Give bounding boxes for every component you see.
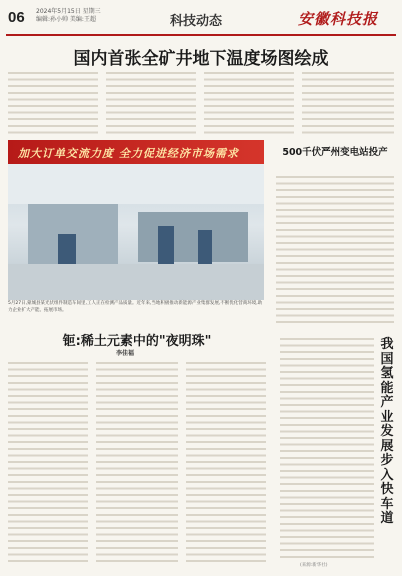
header-rule <box>6 34 396 36</box>
article-column-1 <box>8 72 98 134</box>
section-title: 科技动态 <box>170 14 223 29</box>
main-headline: 国内首张全矿井地下温度场图绘成 <box>73 49 329 69</box>
banner-text: 加大订单交流力度 全力促进经济市场需求 <box>18 147 239 160</box>
article-column-3 <box>204 72 294 134</box>
article-column-2 <box>106 72 196 134</box>
editor-line: 编辑:孙小帅 美编:王超 <box>36 16 96 23</box>
issue-info <box>36 8 101 24</box>
article-column-4 <box>302 72 394 134</box>
factory-illustration <box>8 164 264 300</box>
factory-scene <box>8 164 264 300</box>
sub-column-1 <box>8 362 88 562</box>
page-number: 06 <box>8 9 25 26</box>
issue-date: 2024年5月15日 星期三 <box>36 8 101 15</box>
page-header <box>0 0 402 34</box>
sub-column-2 <box>96 362 178 562</box>
news-photo <box>8 140 264 300</box>
sub-author: 李佳福 <box>116 350 135 357</box>
right-lower-column <box>280 338 374 560</box>
vertical-headline: 我国氢能产业发展步入快车道 <box>380 337 394 526</box>
sub-column-3 <box>186 362 266 562</box>
sub-headline: 钷:稀土元素中的"夜明珠" <box>62 334 212 349</box>
photo-caption: 5月27日,蒙城县某光伏组件制造车间里,工人正在检测产品质量。近年来,当地积极推动新能源产业集群发展,不断优化营商环境,助力企业扩大产能、拓展市场。 <box>8 301 263 313</box>
right-column <box>276 176 394 326</box>
photo-banner <box>8 140 264 164</box>
right-headline: 500千伏严州变电站投产 <box>282 147 388 158</box>
corner-note: (来源:新华社) <box>300 563 328 568</box>
newspaper-logo: 安徽科技报 <box>298 10 379 28</box>
